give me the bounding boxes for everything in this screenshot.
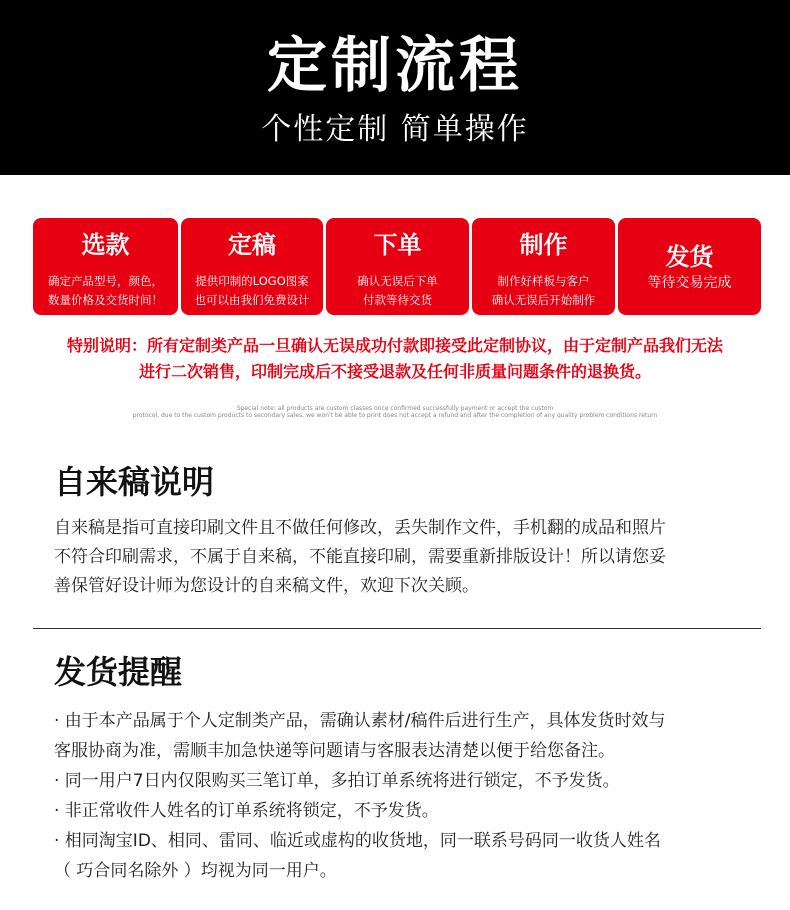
notice-line: 进行二次销售，印制完成后不接受退款及任何非质量问题条件的退换货。 (138, 362, 651, 381)
step-desc-line: 付款等待交货 (363, 293, 432, 307)
section-title-shipping-reminder: 发货提醒 (54, 653, 183, 691)
section-divider (33, 628, 761, 629)
process-steps (33, 218, 761, 315)
step-desc (618, 274, 761, 293)
step-desc-line: 提供印制的LOGO图案 (195, 274, 309, 288)
header-banner (0, 0, 790, 175)
list-item: 客服协商为准，需顺丰加急快递等问题请与客服表达清楚以便于给您备注。 (54, 741, 615, 761)
list-item: · 非正常收件人姓名的订单系统将锁定，不予发货。 (54, 801, 439, 821)
step-produce (472, 218, 615, 315)
notice-en-line: Special note: all products are custom classes once confirmed successfully payment or accept the custom (236, 405, 554, 412)
step-order (326, 218, 469, 315)
paragraph-line: 不符合印刷需求，不属于自来稿，不能直接印刷，需要重新排版设计！所以请您妥 (54, 547, 666, 567)
list-item: · 相同淘宝ID、相同、雷同、临近或虚构的收货地，同一联系号码同一收货人姓名 (54, 831, 661, 851)
step-desc-line: 数量价格及交货时间！ (48, 293, 163, 307)
step-desc-line: 确认无误后下单 (357, 274, 438, 288)
step-desc (181, 272, 323, 310)
step-desc (33, 272, 178, 310)
list-item: · 同一用户7日内仅限购买三笔订单，多拍订单系统将进行锁定，不予发货。 (54, 771, 620, 791)
step-desc (326, 272, 469, 310)
step-title: 定稿 (228, 231, 276, 259)
special-notice (40, 333, 750, 385)
step-ship (618, 218, 761, 315)
step-desc-line: 等待交易完成 (647, 275, 732, 291)
step-desc (472, 272, 615, 310)
notice-line: 特别说明：所有定制类产品一旦确认无误成功付款即接受此定制协议，由于定制产品我们无法 (66, 336, 723, 355)
divider-line (323, 238, 326, 294)
step-finalize (181, 218, 323, 315)
step-title: 制作 (519, 231, 568, 259)
step-desc-line: 确认无误后开始制作 (491, 293, 596, 307)
own-artwork-description (54, 514, 750, 601)
list-item: · 由于本产品属于个人定制类产品，需确认素材/稿件后进行生产，具体发货时效与 (54, 711, 666, 731)
step-title: 选款 (81, 231, 130, 259)
special-notice-english (100, 405, 690, 419)
step-title: 发货 (665, 243, 714, 271)
step-select (33, 218, 178, 315)
divider-line (615, 238, 618, 294)
page-subtitle: 个性定制 简单操作 (261, 112, 529, 147)
step-desc-line: 确定产品型号，颜色， (48, 274, 163, 288)
notice-en-line: protocol, due to the custom products to secondary sales, we won't be able to print does not accept a refund and after the completion of any quality problem conditions return (132, 412, 658, 419)
step-desc-line: 也可以由我们免费设计 (194, 293, 310, 307)
list-item: （ 巧合同名除外 ）均视为同一用户。 (54, 861, 337, 881)
step-desc-line: 制作好样板与客户 (497, 274, 590, 288)
divider-line (178, 238, 181, 294)
page-title: 定制流程 (267, 31, 523, 101)
step-title: 下单 (373, 231, 422, 259)
paragraph-line: 自来稿是指可直接印刷文件且不做任何修改，丢失制作文件，手机翻的成品和照片 (54, 518, 666, 538)
divider-line (469, 238, 472, 294)
paragraph-line: 善保管好设计师为您设计的自来稿文件，欢迎下次关顾。 (54, 576, 479, 596)
shipping-reminder-list (54, 706, 760, 886)
section-title-own-artwork: 自来稿说明 (54, 463, 215, 501)
